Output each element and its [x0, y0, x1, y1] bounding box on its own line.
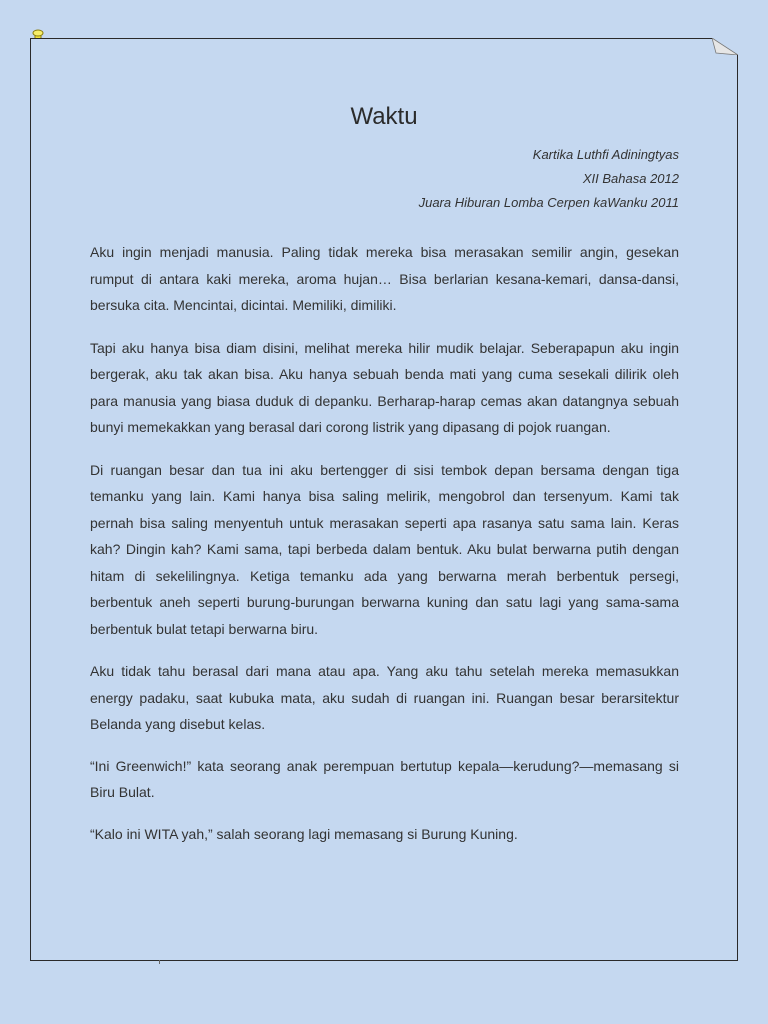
paragraph: Aku ingin menjadi manusia. Paling tidak mereka bisa merasakan semilir angin, gesekan rumput di antara kaki mereka, aroma hujan… Bisa berlarian kesana-kemari, dansa-dansi, bersuka cita. Mencintai, dicintai. Memiliki, dimiliki.: [90, 244, 679, 313]
page-curl-icon: [712, 38, 738, 55]
document-page: [30, 38, 738, 961]
document-title: Waktu: [350, 103, 418, 130]
author-block: [419, 143, 679, 215]
class-info: XII Bahasa 2012: [582, 171, 679, 186]
paragraph: Aku tidak tahu berasal dari mana atau apa. Yang aku tahu setelah mereka memasukkan energy padaku, saat kubuka mata, aku sudah di ruangan ini. Ruangan besar berarsitektur Belanda yang disebut kelas.: [90, 663, 679, 732]
page-marker: [159, 960, 160, 964]
story-body: [90, 239, 679, 863]
paragraph: “Kalo ini WITA yah,” salah seorang lagi memasang si Burung Kuning.: [90, 825, 518, 842]
paragraph: “Ini Greenwich!” kata seorang anak perempuan bertutup kepala—kerudung?—memasang si Biru Bulat.: [90, 757, 679, 800]
paragraph: Di ruangan besar dan tua ini aku bertengger di sisi tembok depan bersama dengan tiga temanku yang lain. Kami hanya bisa saling melirik, mengobrol dan tersenyum. Kami tak pernah bisa saling menyentuh untuk merasakan seperti apa rasanya satu sama lain. Keras kah? Dingin kah? Kami sama, tapi berbeda dalam bentuk. Aku bulat berwarna putih dengan hitam di sekelilingnya. Ketiga temanku ada yang berwarna merah berbentuk persegi, berbentuk aneh seperti burung-burungan berwarna kuning dan satu lagi yang sama-sama berbentuk bulat tetapi berwarna biru.: [90, 461, 679, 637]
author-name: Kartika Luthfi Adiningtyas: [532, 147, 679, 162]
award-info: Juara Hiburan Lomba Cerpen kaWanku 2011: [418, 195, 679, 210]
paragraph: Tapi aku hanya bisa diam disini, melihat mereka hilir mudik belajar. Seberapapun aku ingin bergerak, aku tak akan bisa. Aku hanya sebuah benda mati yang cuma sesekali dilirik oleh para manusia yang biasa duduk di depanku. Berharap-harap cemas akan datangnya sebuah bunyi memekakkan yang berasal dari corong listrik yang dipasang di pojok ruangan.: [90, 339, 679, 435]
